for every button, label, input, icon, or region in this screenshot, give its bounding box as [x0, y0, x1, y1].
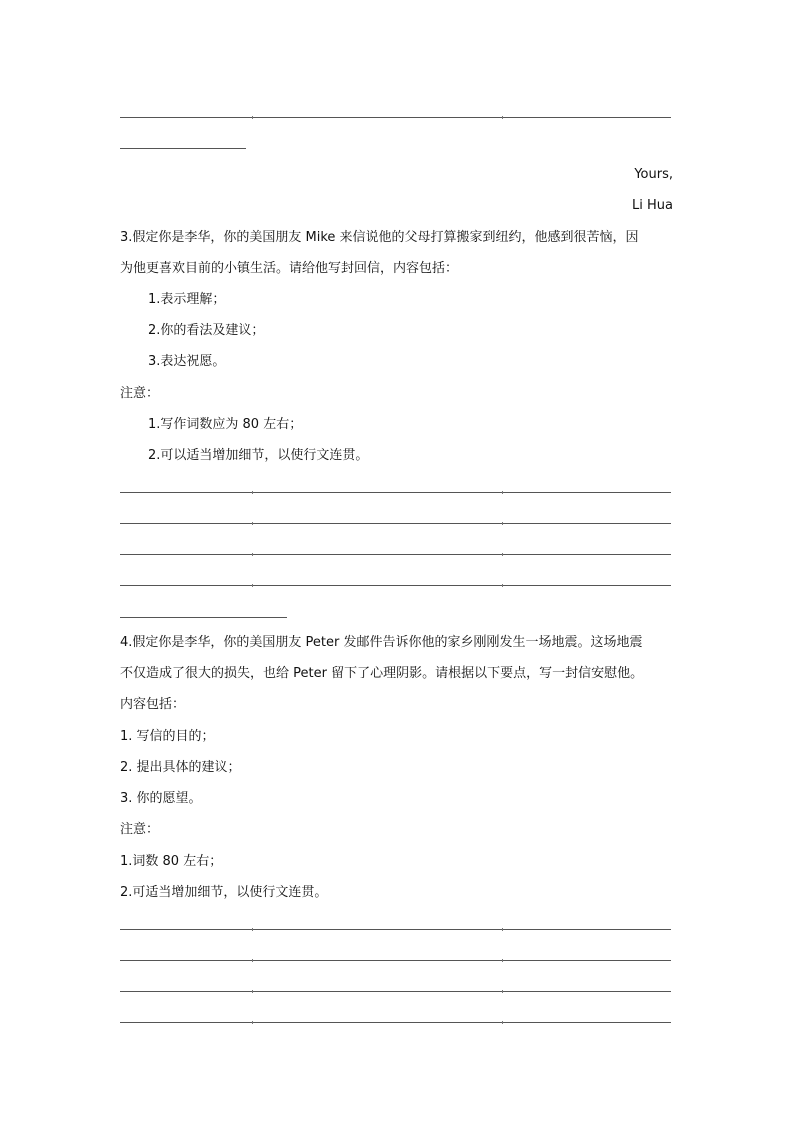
q4-prompt-line-1: 4.假定你是李华，你的美国朋友 Peter 发邮件告诉你他的家乡刚刚发生一场地震。这场地震 [120, 635, 643, 650]
q4-note-2: 2.可适当增加细节，以使行文连贯。 [120, 885, 328, 900]
q4-answer-line-3 [120, 991, 671, 992]
q3-note-1: 1.写作词数应为 80 左右； [148, 417, 303, 432]
q4-answer-line-4 [120, 1022, 671, 1023]
q3-answer-line-1 [120, 492, 671, 493]
q3-answer-line-short [120, 617, 287, 618]
q4-answer-line-2 [120, 960, 671, 961]
closing-yours: Yours, [634, 167, 673, 182]
answer-line [120, 117, 671, 118]
answer-line-short [120, 148, 246, 149]
q4-point-2: 2. 提出具体的建议； [120, 760, 241, 775]
q4-note-label: 注意： [120, 822, 160, 837]
q3-point-2: 2.你的看法及建议； [148, 323, 265, 338]
q4-prompt-line-2: 不仅造成了很大的损失，也给 Peter 留下了心理阴影。请根据以下要点，写一封信安慰他。 [120, 666, 644, 681]
q4-prompt-line-3: 内容包括： [120, 697, 186, 712]
q4-point-3: 3. 你的愿望。 [120, 791, 202, 806]
q4-point-1: 1. 写信的目的； [120, 729, 215, 744]
q3-point-3: 3.表达祝愿。 [148, 354, 226, 369]
q3-prompt-line-1: 3.假定你是李华，你的美国朋友 Mike 来信说他的父母打算搬家到纽约，他感到很苦恼，因 [120, 230, 639, 245]
q4-answer-line-1 [120, 929, 671, 930]
q3-answer-line-4 [120, 585, 671, 586]
q3-point-1: 1.表示理解； [148, 292, 226, 307]
q3-prompt-line-2: 为他更喜欢目前的小镇生活。请给他写封回信，内容包括： [120, 261, 459, 276]
q3-answer-line-3 [120, 554, 671, 555]
closing-name: Li Hua [632, 198, 673, 213]
q3-note-2: 2.可以适当增加细节，以使行文连贯。 [148, 448, 369, 463]
q4-note-1: 1.词数 80 左右； [120, 854, 223, 869]
q3-answer-line-2 [120, 523, 671, 524]
q3-note-label: 注意： [120, 386, 160, 401]
